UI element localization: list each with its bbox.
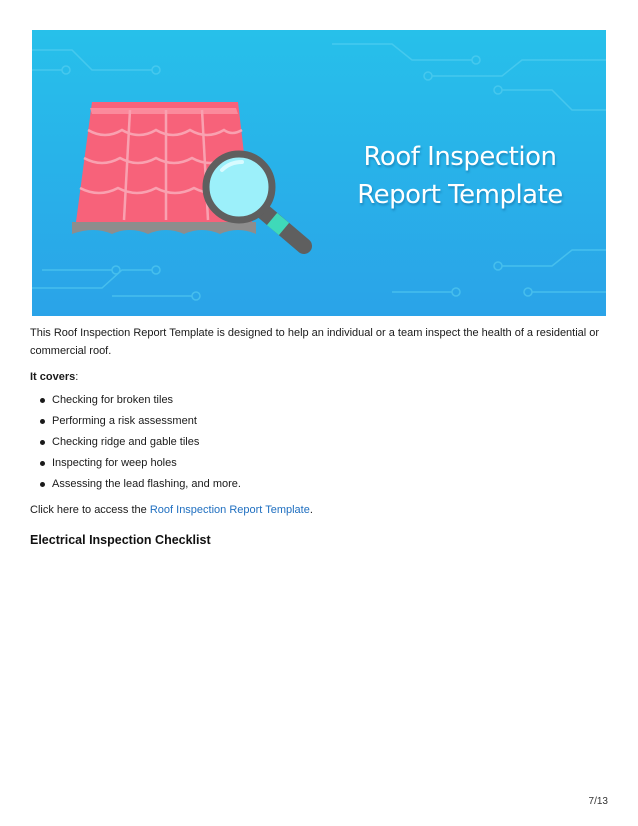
covers-label	[30, 368, 610, 386]
list-item: Checking ridge and gable tiles	[30, 432, 610, 453]
hero-banner	[32, 30, 606, 316]
list-item: Checking for broken tiles	[30, 390, 610, 411]
access-paragraph	[30, 501, 610, 519]
list-item: Performing a risk assessment	[30, 411, 610, 432]
covers-label-suffix: :	[75, 371, 79, 383]
covers-list	[30, 390, 610, 495]
access-prefix: Click here to access the	[30, 504, 150, 516]
section-heading: Electrical Inspection Checklist	[30, 533, 211, 547]
intro-paragraph: This Roof Inspection Report Template is designed to help an individual or a team inspect the health of a residential or commercial roof.	[30, 327, 600, 357]
list-item: Assessing the lead flashing, and more.	[30, 474, 610, 495]
list-item: Inspecting for weep holes	[30, 453, 610, 474]
covers-label-bold: It covers	[30, 371, 76, 383]
access-suffix: .	[309, 504, 313, 516]
page-number: 7/13	[588, 796, 608, 807]
roof-template-link[interactable]: Roof Inspection Report Template	[149, 504, 310, 516]
hero-title-line-1: Roof Inspection	[363, 142, 557, 172]
hero-title	[332, 138, 588, 214]
article-body	[30, 324, 610, 549]
hero-title-line-2: Report Template	[357, 180, 563, 210]
